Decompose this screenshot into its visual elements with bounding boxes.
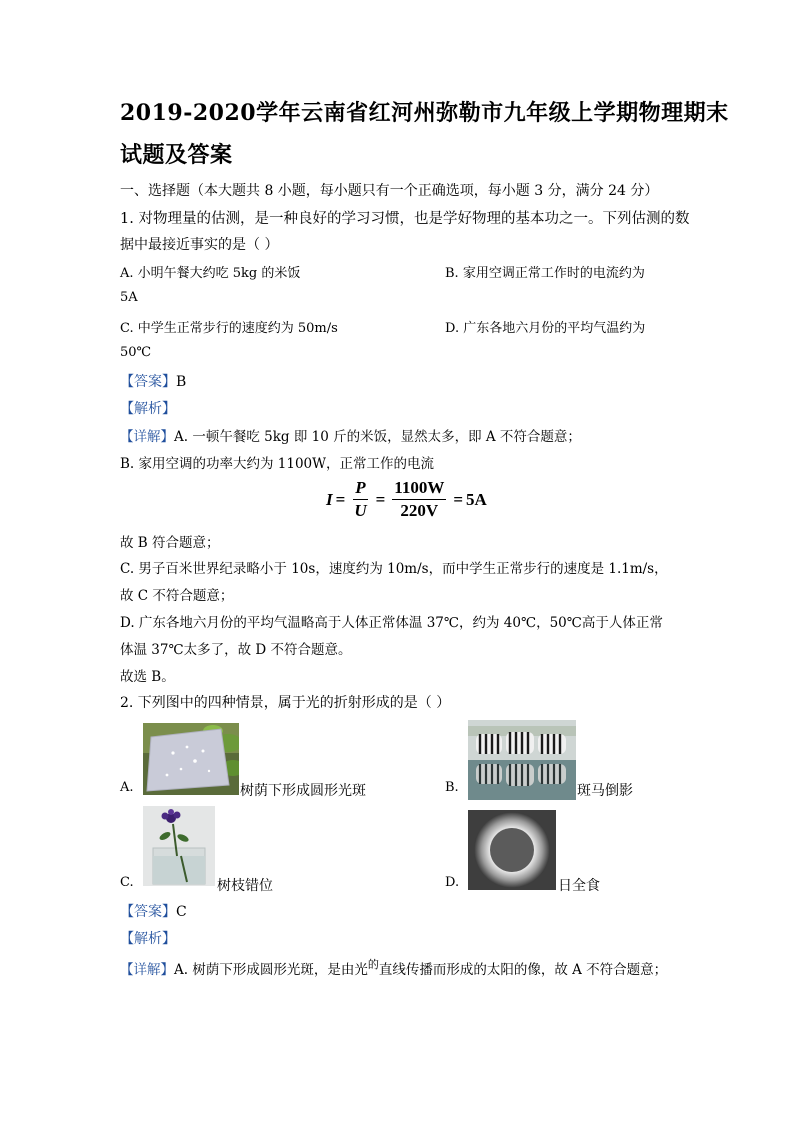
detail-a-text: A. 一顿午餐吃 5kg 即 10 斤的米饭，显然太多，即 A 不符合题意； — [174, 429, 581, 445]
q2-option-d-caption: 日全食 — [558, 878, 600, 894]
option-d-image — [468, 810, 556, 890]
formula-eq2: = — [375, 489, 386, 509]
detail-a-part1: A. 树荫下形成圆形光斑，是由光 — [174, 962, 368, 978]
q1-detail-b: B. 家用空调的功率大约为 1100W，正常工作的电流 — [120, 456, 435, 472]
q1-stem-line1: 1. 对物理量的估测，是一种良好的学习习惯，也是学好物理的基本功之一。下列估测的数 — [120, 211, 690, 227]
formula-den-voltage: 220V — [400, 501, 439, 520]
q1-option-d-cont: 50℃ — [120, 345, 152, 360]
formula-den-u: U — [354, 501, 367, 520]
q2-option-a-letter: A. — [120, 780, 134, 795]
branch-in-glass-picture — [143, 806, 215, 886]
document-title-line1: 2019-2020学年云南省红河州弥勒市九年级上学期物理期末 — [120, 100, 729, 126]
q2-option-d-letter: D. — [445, 875, 460, 890]
q1-analysis-tag: 【解析】 — [120, 401, 176, 417]
q2-option-a-caption: 树荫下形成圆形光斑 — [240, 783, 366, 799]
q2-option-b-caption: 斑马倒影 — [577, 783, 633, 799]
q1-option-b: B. 家用空调正常工作时的电流约为 — [445, 266, 645, 281]
q2-answer — [120, 901, 187, 921]
q1-conclusion: 故选 B。 — [120, 669, 175, 685]
detail-a-sup: 的 — [367, 958, 379, 971]
formula-fraction-pu — [352, 478, 368, 521]
q1-detail-a — [120, 425, 581, 445]
document-title-line2: 试题及答案 — [120, 142, 233, 168]
answer-value: C — [176, 904, 187, 920]
section-heading: 一、选择题（本大题共 8 小题，每小题只有一个正确选项，每小题 3 分，满分 24 分） — [120, 183, 659, 199]
q2-option-b-letter: B. — [445, 780, 459, 795]
option-a-image — [143, 723, 239, 795]
detail-a-part2: 直线传播而形成的太阳的像，故 A 不符合题意； — [378, 962, 668, 978]
detail-tag: 【详解】 — [120, 429, 174, 445]
formula-eq3: = — [453, 489, 464, 509]
q1-answer — [120, 371, 186, 391]
q1-detail-b2: 故 B 符合题意； — [120, 535, 220, 551]
answer-tag: 【答案】 — [120, 374, 176, 390]
formula-eq1: = — [335, 489, 346, 509]
q2-option-c-letter: C. — [120, 875, 134, 890]
option-c-image — [143, 806, 215, 886]
answer-value: B — [176, 374, 187, 390]
formula-num-power: 1100W — [392, 478, 446, 500]
q1-option-a: A. 小明午餐大约吃 5kg 的米饭 — [120, 266, 301, 281]
formula-num-p: P — [353, 478, 367, 500]
q2-analysis-tag: 【解析】 — [120, 931, 176, 947]
leaf-shadow-picture — [143, 723, 239, 795]
q1-option-d: D. 广东各地六月份的平均气温约为 — [445, 321, 646, 336]
answer-tag: 【答案】 — [120, 904, 176, 920]
q2-stem: 2. 下列图中的四种情景，属于光的折射形成的是（ ） — [120, 695, 451, 711]
q2-option-c-caption: 树枝错位 — [217, 878, 273, 894]
q1-detail-c2: 故 C 不符合题意； — [120, 588, 234, 604]
q1-option-c: C. 中学生正常步行的速度约为 50m/s — [120, 321, 338, 336]
formula-result: 5A — [466, 489, 487, 509]
q1-detail-d1: D. 广东各地六月份的平均气温略高于人体正常体温 37℃，约为 40℃，50℃高于人体正常 — [120, 615, 663, 631]
detail-tag: 【详解】 — [120, 962, 174, 978]
solar-eclipse-picture — [468, 810, 556, 890]
zebra-reflection-picture — [468, 720, 576, 800]
current-formula — [326, 478, 487, 521]
formula-fraction-values — [392, 478, 446, 521]
q1-option-b-cont: 5A — [120, 290, 138, 305]
q1-detail-d2: 体温 37℃太多了，故 D 不符合题意。 — [120, 642, 352, 658]
option-b-image — [468, 720, 576, 800]
q2-detail-a — [120, 958, 667, 978]
q1-detail-c1: C. 男子百米世界纪录略小于 10s，速度约为 10m/s，而中学生正常步行的速度是 1.1m/s， — [120, 561, 668, 577]
formula-lhs: I — [326, 489, 333, 509]
q1-stem-line2: 据中最接近事实的是（ ） — [120, 237, 279, 253]
